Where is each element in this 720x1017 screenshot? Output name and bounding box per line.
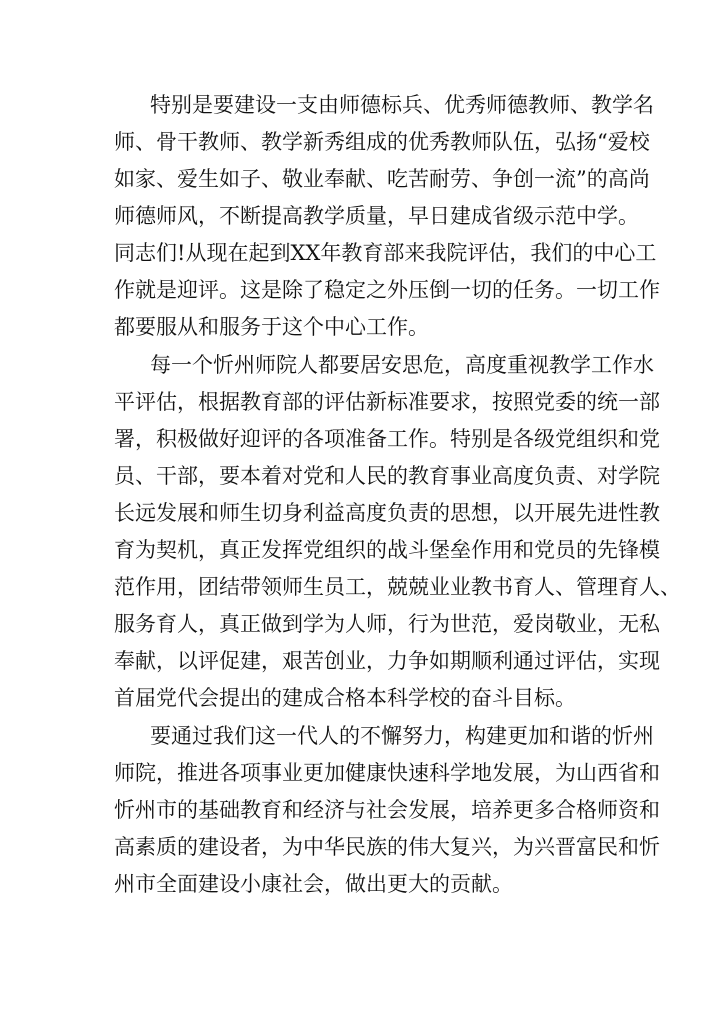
paragraph-2-line-9: 奉献，以评促建，艰苦创业，力争如期顺利通过评估，实现: [114, 649, 660, 673]
paragraph-2-line-2: 平评估，根据教育部的评估新标准要求，按照党委的统一部: [114, 390, 660, 414]
paragraph-2-line-5: 长远发展和师生切身利益高度负责的思想，以开展先进性教: [114, 501, 660, 525]
paragraph-2-line-4: 员、干部，要本着对党和人民的教育事业高度负责、对学院: [114, 464, 660, 488]
paragraph-1-line-4: 师德师风，不断提高教学质量，早日建成省级示范中学。: [114, 204, 639, 228]
paragraph-3-line-4: 高素质的建设者，为中华民族的伟大复兴，为兴晋富民和忻: [114, 835, 660, 859]
paragraph-2-line-7: 范作用，团结带领师生员工，兢兢业业教书育人、管理育人、: [114, 575, 681, 599]
paragraph-1-line-2: 师、骨干教师、教学新秀组成的优秀教师队伍，弘扬“爱校: [114, 130, 650, 154]
paragraph-3-line-1: 要通过我们这一代人的不懈努力，构建更加和谐的忻州: [150, 724, 654, 748]
paragraph-2-line-3: 署，积极做好迎评的各项准备工作。特别是各级党组织和党: [114, 427, 660, 451]
paragraph-2-line-8: 服务育人，真正做到学为人师，行为世范，爱岗敬业，无私: [114, 612, 660, 636]
paragraph-2-line-10: 首届党代会提出的建成合格本科学校的奋斗目标。: [114, 686, 576, 710]
paragraph-2-line-6: 育为契机，真正发挥党组织的战斗堡垒作用和党员的先锋模: [114, 538, 660, 562]
paragraph-1-line-3: 如家、爱生如子、敬业奉献、吃苦耐劳、争创一流”的高尚: [114, 167, 650, 191]
paragraph-3-line-2: 师院，推进各项事业更加健康快速科学地发展，为山西省和: [114, 761, 660, 785]
paragraph-3-line-3: 忻州市的基础教育和经济与社会发展，培养更多合格师资和: [114, 798, 660, 822]
paragraph-1-line-6: 作就是迎评。这是除了稳定之外压倒一切的任务。一切工作: [114, 278, 660, 302]
paragraph-1-line-7: 都要服从和服务于这个中心工作。: [114, 315, 429, 339]
paragraph-3-line-5: 州市全面建设小康社会，做出更大的贡献。: [114, 872, 513, 896]
paragraph-1-line-1: 特别是要建设一支由师德标兵、优秀师德教师、教学名: [150, 93, 654, 117]
paragraph-2-line-1: 每一个忻州师院人都要居安思危，高度重视教学工作水: [150, 353, 654, 377]
paragraph-1-line-5: 同志们!从现在起到XX年教育部来我院评估，我们的中心工: [114, 241, 657, 265]
